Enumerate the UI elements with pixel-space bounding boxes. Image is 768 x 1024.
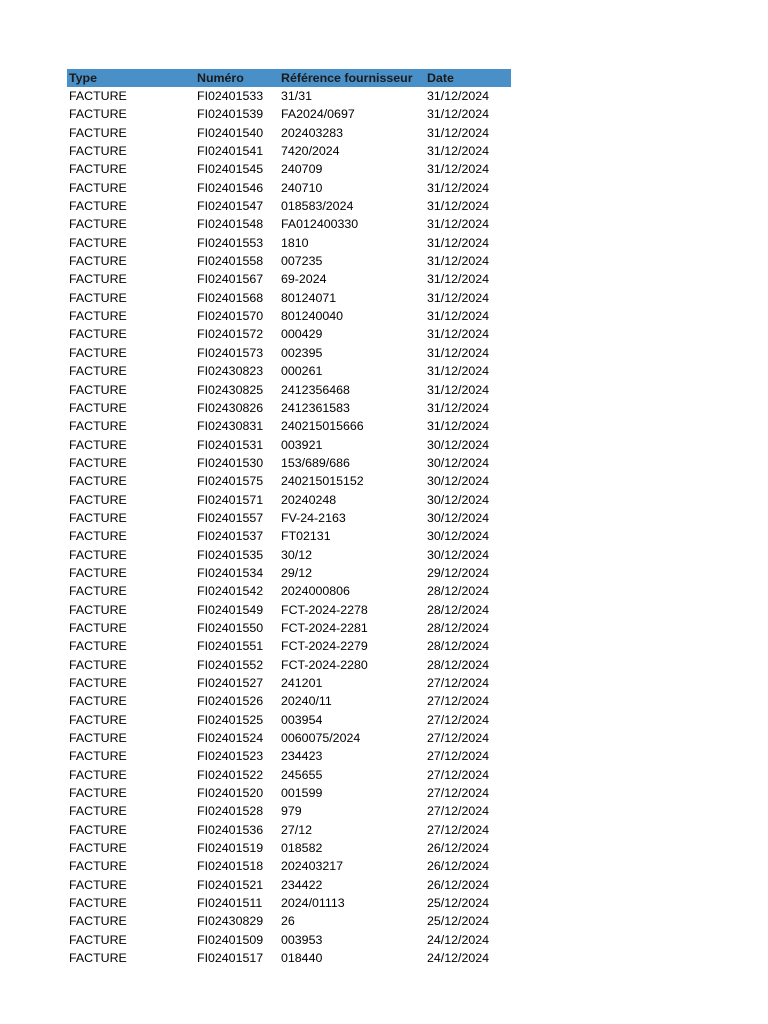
cell-reference[interactable]: 27/12 xyxy=(281,822,313,837)
cell-type[interactable]: FACTURE xyxy=(69,272,127,287)
cell-numero[interactable]: FI02401535 xyxy=(197,547,264,562)
cell-reference[interactable]: 240709 xyxy=(281,162,323,177)
table-row xyxy=(67,197,511,215)
cell-numero[interactable]: FI02401553 xyxy=(197,235,264,250)
cell-numero[interactable]: FI02430831 xyxy=(197,419,264,434)
table-row xyxy=(67,491,511,509)
cell-date[interactable]: 31/12/2024 xyxy=(427,162,490,177)
header-reference-fournisseur[interactable]: Référence fournisseur xyxy=(281,70,413,85)
cell-reference[interactable]: 2412361583 xyxy=(281,400,350,415)
cell-type[interactable]: FACTURE xyxy=(69,932,127,947)
cell-reference[interactable]: 018583/2024 xyxy=(281,199,354,214)
cell-date[interactable]: 31/12/2024 xyxy=(427,89,490,103)
table-row xyxy=(67,344,511,362)
cell-type[interactable]: FACTURE xyxy=(69,437,127,452)
cell-reference[interactable]: 20240248 xyxy=(281,492,337,507)
cell-type[interactable]: FACTURE xyxy=(69,235,127,250)
cell-reference[interactable]: FV-24-2163 xyxy=(281,510,346,525)
table-row xyxy=(67,637,511,655)
cell-type[interactable]: FACTURE xyxy=(69,786,127,801)
cell-type[interactable]: FACTURE xyxy=(69,841,127,856)
table-row xyxy=(67,729,511,747)
cell-date[interactable]: 27/12/2024 xyxy=(427,694,490,709)
table-row xyxy=(67,417,511,435)
table-row xyxy=(67,839,511,857)
table-row xyxy=(67,546,511,564)
cell-type[interactable]: FACTURE xyxy=(69,951,127,966)
table-row xyxy=(67,692,511,710)
cell-numero[interactable]: FI02401550 xyxy=(197,620,264,635)
table-row xyxy=(67,747,511,765)
cell-reference[interactable]: 2024000806 xyxy=(281,584,350,599)
cell-type[interactable]: FACTURE xyxy=(69,565,127,580)
cell-numero[interactable]: FI02401575 xyxy=(197,474,264,489)
cell-reference[interactable]: FT02131 xyxy=(281,529,331,544)
cell-numero[interactable]: FI02401548 xyxy=(197,217,264,232)
table-row xyxy=(67,857,511,875)
cell-type[interactable]: FACTURE xyxy=(69,125,127,140)
cell-date[interactable]: 30/12/2024 xyxy=(427,529,490,544)
cell-date[interactable]: 29/12/2024 xyxy=(427,565,490,580)
cell-type[interactable]: FACTURE xyxy=(69,639,127,654)
cell-numero[interactable]: FI02401542 xyxy=(197,584,264,599)
table-body xyxy=(67,87,511,968)
cell-type[interactable]: FACTURE xyxy=(69,419,127,434)
cell-date[interactable]: 30/12/2024 xyxy=(427,455,490,470)
cell-date[interactable]: 31/12/2024 xyxy=(427,345,490,360)
table-row xyxy=(67,802,511,820)
cell-reference[interactable]: 003954 xyxy=(281,712,323,727)
cell-date[interactable]: 30/12/2024 xyxy=(427,547,490,562)
cell-numero[interactable]: FI02401546 xyxy=(197,180,264,195)
cell-type[interactable]: FACTURE xyxy=(69,345,127,360)
cell-type[interactable]: FACTURE xyxy=(69,620,127,635)
cell-numero[interactable]: FI02401518 xyxy=(197,859,264,874)
cell-type[interactable]: FACTURE xyxy=(69,474,127,489)
cell-date[interactable]: 31/12/2024 xyxy=(427,400,490,415)
cell-date[interactable]: 31/12/2024 xyxy=(427,180,490,195)
cell-date[interactable]: 31/12/2024 xyxy=(427,235,490,250)
cell-type[interactable]: FACTURE xyxy=(69,822,127,837)
cell-date[interactable]: 28/12/2024 xyxy=(427,584,490,599)
table-row xyxy=(67,105,511,123)
cell-type[interactable]: FACTURE xyxy=(69,529,127,544)
cell-reference[interactable]: 003921 xyxy=(281,437,323,452)
cell-reference[interactable]: 000261 xyxy=(281,364,323,379)
cell-numero[interactable]: FI02401534 xyxy=(197,565,264,580)
cell-numero[interactable]: FI02401551 xyxy=(197,639,264,654)
cell-numero[interactable]: FI02401541 xyxy=(197,144,264,159)
cell-numero[interactable]: FI02401567 xyxy=(197,272,264,287)
cell-numero[interactable]: FI02401539 xyxy=(197,107,264,122)
cell-numero[interactable]: FI02401536 xyxy=(197,822,264,837)
cell-type[interactable]: FACTURE xyxy=(69,89,127,103)
cell-date[interactable]: 28/12/2024 xyxy=(427,602,490,617)
invoice-table xyxy=(67,69,511,968)
cell-date[interactable]: 28/12/2024 xyxy=(427,639,490,654)
table-row xyxy=(67,325,511,343)
cell-date[interactable]: 30/12/2024 xyxy=(427,492,490,507)
cell-reference[interactable]: 234422 xyxy=(281,877,323,892)
cell-reference[interactable]: FCT-2024-2281 xyxy=(281,620,368,635)
cell-date[interactable]: 27/12/2024 xyxy=(427,731,490,746)
table-row xyxy=(67,711,511,729)
cell-date[interactable]: 28/12/2024 xyxy=(427,657,490,672)
cell-date[interactable]: 31/12/2024 xyxy=(427,199,490,214)
table-row xyxy=(67,876,511,894)
cell-numero[interactable]: FI02401520 xyxy=(197,786,264,801)
cell-numero[interactable]: FI02401572 xyxy=(197,327,264,342)
cell-numero[interactable]: FI02401523 xyxy=(197,749,264,764)
cell-type[interactable]: FACTURE xyxy=(69,180,127,195)
cell-numero[interactable]: FI02401527 xyxy=(197,676,264,690)
cell-reference[interactable]: 29/12 xyxy=(281,565,313,580)
cell-numero[interactable]: FI02401549 xyxy=(197,602,264,617)
cell-reference[interactable]: 002395 xyxy=(281,345,323,360)
cell-numero[interactable]: FI02401531 xyxy=(197,437,264,452)
cell-type[interactable]: FACTURE xyxy=(69,731,127,746)
table-row xyxy=(67,527,511,545)
table-row xyxy=(67,289,511,307)
cell-numero[interactable]: FI02401522 xyxy=(197,767,264,782)
cell-date[interactable]: 27/12/2024 xyxy=(427,712,490,727)
cell-date[interactable]: 25/12/2024 xyxy=(427,896,490,911)
cell-reference[interactable]: 000429 xyxy=(281,327,323,342)
cell-numero[interactable]: FI02401530 xyxy=(197,455,264,470)
table-row xyxy=(67,436,511,454)
table-row xyxy=(67,124,511,142)
cell-date[interactable]: 27/12/2024 xyxy=(427,767,490,782)
cell-reference[interactable]: 240710 xyxy=(281,180,323,195)
cell-reference[interactable]: 801240040 xyxy=(281,309,344,324)
cell-numero[interactable]: FI02401545 xyxy=(197,162,264,177)
table-row xyxy=(67,215,511,233)
cell-numero[interactable]: FI02430829 xyxy=(197,914,264,929)
cell-numero[interactable]: FI02401521 xyxy=(197,877,264,892)
cell-reference[interactable]: 202403283 xyxy=(281,125,344,140)
table-row xyxy=(67,784,511,802)
cell-date[interactable]: 26/12/2024 xyxy=(427,859,490,874)
cell-reference[interactable]: 245655 xyxy=(281,767,323,782)
cell-reference[interactable]: FA012400330 xyxy=(281,217,359,232)
cell-type[interactable]: FACTURE xyxy=(69,199,127,214)
cell-numero[interactable]: FI02401517 xyxy=(197,951,264,966)
cell-reference[interactable]: 202403217 xyxy=(281,859,344,874)
cell-type[interactable]: FACTURE xyxy=(69,364,127,379)
cell-date[interactable]: 27/12/2024 xyxy=(427,822,490,837)
table-row xyxy=(67,270,511,288)
cell-type[interactable]: FACTURE xyxy=(69,382,127,397)
cell-date[interactable]: 31/12/2024 xyxy=(427,290,490,305)
table-row xyxy=(67,931,511,949)
cell-type[interactable]: FACTURE xyxy=(69,877,127,892)
table-row xyxy=(67,307,511,325)
cell-numero[interactable]: FI02401537 xyxy=(197,529,264,544)
cell-numero[interactable]: FI02401547 xyxy=(197,199,264,214)
cell-reference[interactable]: 241201 xyxy=(281,676,323,690)
cell-numero[interactable]: FI02401533 xyxy=(197,89,264,103)
cell-reference[interactable]: 2024/01113 xyxy=(281,896,345,911)
cell-numero[interactable]: FI02401557 xyxy=(197,510,264,525)
cell-numero[interactable]: FI02401525 xyxy=(197,712,264,727)
cell-reference[interactable]: 018440 xyxy=(281,951,323,966)
cell-type[interactable]: FACTURE xyxy=(69,400,127,415)
table-row xyxy=(67,399,511,417)
cell-reference[interactable]: 7420/2024 xyxy=(281,144,340,159)
cell-numero[interactable]: FI02401519 xyxy=(197,841,264,856)
cell-type[interactable]: FACTURE xyxy=(69,767,127,782)
cell-type[interactable]: FACTURE xyxy=(69,254,127,269)
header-type[interactable]: Type xyxy=(69,70,97,85)
cell-type[interactable]: FACTURE xyxy=(69,455,127,470)
table-row xyxy=(67,160,511,178)
cell-numero[interactable]: FI02401526 xyxy=(197,694,264,709)
cell-type[interactable]: FACTURE xyxy=(69,657,127,672)
cell-numero[interactable]: FI02430825 xyxy=(197,382,264,397)
cell-numero[interactable]: FI02401568 xyxy=(197,290,264,305)
cell-reference[interactable]: 003953 xyxy=(281,932,323,947)
cell-date[interactable]: 31/12/2024 xyxy=(427,144,490,159)
table-row xyxy=(67,142,511,160)
cell-numero[interactable]: FI02401558 xyxy=(197,254,264,269)
cell-date[interactable]: 25/12/2024 xyxy=(427,914,490,929)
cell-type[interactable]: FACTURE xyxy=(69,712,127,727)
table-row xyxy=(67,381,511,399)
cell-type[interactable]: FACTURE xyxy=(69,914,127,929)
table-row xyxy=(67,821,511,839)
table-row xyxy=(67,582,511,600)
cell-date[interactable]: 26/12/2024 xyxy=(427,877,490,892)
cell-reference[interactable]: FCT-2024-2278 xyxy=(281,602,368,617)
cell-type[interactable]: FACTURE xyxy=(69,162,127,177)
table-row xyxy=(67,656,511,674)
cell-date[interactable]: 27/12/2024 xyxy=(427,676,490,690)
cell-type[interactable]: FACTURE xyxy=(69,492,127,507)
cell-reference[interactable]: 30/12 xyxy=(281,547,313,562)
cell-numero[interactable]: FI02401540 xyxy=(197,125,264,140)
cell-reference[interactable]: 2412356468 xyxy=(281,382,350,397)
cell-type[interactable]: FACTURE xyxy=(69,749,127,764)
table-row xyxy=(67,564,511,582)
table-row xyxy=(67,234,511,252)
cell-date[interactable]: 31/12/2024 xyxy=(427,382,490,397)
cell-numero[interactable]: FI02401509 xyxy=(197,932,264,947)
cell-reference[interactable]: 007235 xyxy=(281,254,323,269)
cell-numero[interactable]: FI02401571 xyxy=(197,492,264,507)
cell-reference[interactable]: 80124071 xyxy=(281,290,337,305)
cell-type[interactable]: FACTURE xyxy=(69,309,127,324)
table-row xyxy=(67,619,511,637)
table-header-row xyxy=(67,69,511,87)
table-row xyxy=(67,179,511,197)
cell-date[interactable]: 31/12/2024 xyxy=(427,107,490,122)
table-row xyxy=(67,252,511,270)
cell-type[interactable]: FACTURE xyxy=(69,896,127,911)
cell-reference[interactable]: 018582 xyxy=(281,841,323,856)
table-row xyxy=(67,454,511,472)
cell-type[interactable]: FACTURE xyxy=(69,694,127,709)
cell-reference[interactable]: 979 xyxy=(281,804,302,819)
table-row xyxy=(67,674,511,692)
cell-reference[interactable]: 234423 xyxy=(281,749,323,764)
table-row xyxy=(67,894,511,912)
cell-reference[interactable]: 20240/11 xyxy=(281,694,332,709)
cell-date[interactable]: 30/12/2024 xyxy=(427,437,490,452)
cell-reference[interactable]: 0060075/2024 xyxy=(281,731,361,746)
cell-date[interactable]: 28/12/2024 xyxy=(427,620,490,635)
table-row xyxy=(67,362,511,380)
cell-type[interactable]: FACTURE xyxy=(69,804,127,819)
cell-date[interactable]: 30/12/2024 xyxy=(427,474,490,489)
cell-date[interactable]: 31/12/2024 xyxy=(427,217,490,232)
cell-reference[interactable]: 001599 xyxy=(281,786,323,801)
cell-type[interactable]: FACTURE xyxy=(69,859,127,874)
table-row xyxy=(67,509,511,527)
cell-type[interactable]: FACTURE xyxy=(69,676,127,690)
cell-type[interactable]: FACTURE xyxy=(69,602,127,617)
header-date[interactable]: Date xyxy=(427,70,454,85)
cell-reference[interactable]: 153/689/686 xyxy=(281,455,350,470)
cell-date[interactable]: 30/12/2024 xyxy=(427,510,490,525)
cell-type[interactable]: FACTURE xyxy=(69,217,127,232)
cell-numero[interactable]: FI02430823 xyxy=(197,364,264,379)
table-row xyxy=(67,766,511,784)
cell-date[interactable]: 27/12/2024 xyxy=(427,749,490,764)
cell-date[interactable]: 24/12/2024 xyxy=(427,932,490,947)
cell-date[interactable]: 31/12/2024 xyxy=(427,327,490,342)
cell-numero[interactable]: FI02401552 xyxy=(197,657,264,672)
cell-date[interactable]: 31/12/2024 xyxy=(427,254,490,269)
table-row xyxy=(67,601,511,619)
cell-date[interactable]: 27/12/2024 xyxy=(427,786,490,801)
cell-reference[interactable]: 26 xyxy=(281,914,295,929)
cell-type[interactable]: FACTURE xyxy=(69,290,127,305)
cell-numero[interactable]: FI02430826 xyxy=(197,400,264,415)
cell-reference[interactable]: 240215015152 xyxy=(281,474,364,489)
cell-date[interactable]: 31/12/2024 xyxy=(427,309,490,324)
cell-type[interactable]: FACTURE xyxy=(69,510,127,525)
cell-type[interactable]: FACTURE xyxy=(69,584,127,599)
cell-date[interactable]: 31/12/2024 xyxy=(427,125,490,140)
cell-date[interactable]: 26/12/2024 xyxy=(427,841,490,856)
header-numero[interactable]: Numéro xyxy=(197,70,244,85)
table-row xyxy=(67,949,511,967)
cell-type[interactable]: FACTURE xyxy=(69,547,127,562)
cell-numero[interactable]: FI02401570 xyxy=(197,309,264,324)
cell-numero[interactable]: FI02401511 xyxy=(197,896,263,911)
cell-reference[interactable]: 1810 xyxy=(281,235,309,250)
cell-date[interactable]: 31/12/2024 xyxy=(427,364,490,379)
cell-date[interactable]: 27/12/2024 xyxy=(427,804,490,819)
table-row xyxy=(67,472,511,490)
cell-numero[interactable]: FI02401524 xyxy=(197,731,264,746)
cell-date[interactable]: 24/12/2024 xyxy=(427,951,490,966)
cell-reference[interactable]: 31/31 xyxy=(281,89,313,103)
cell-reference[interactable]: 240215015666 xyxy=(281,419,364,434)
cell-numero[interactable]: FI02401573 xyxy=(197,345,264,360)
cell-type[interactable]: FACTURE xyxy=(69,107,127,122)
cell-type[interactable]: FACTURE xyxy=(69,144,127,159)
cell-type[interactable]: FACTURE xyxy=(69,327,127,342)
cell-date[interactable]: 31/12/2024 xyxy=(427,419,490,434)
cell-reference[interactable]: FCT-2024-2279 xyxy=(281,639,368,654)
table-row xyxy=(67,87,511,105)
cell-reference[interactable]: 69-2024 xyxy=(281,272,327,287)
cell-numero[interactable]: FI02401528 xyxy=(197,804,264,819)
cell-reference[interactable]: FCT-2024-2280 xyxy=(281,657,368,672)
cell-date[interactable]: 31/12/2024 xyxy=(427,272,490,287)
table-row xyxy=(67,912,511,930)
cell-reference[interactable]: FA2024/0697 xyxy=(281,107,355,122)
